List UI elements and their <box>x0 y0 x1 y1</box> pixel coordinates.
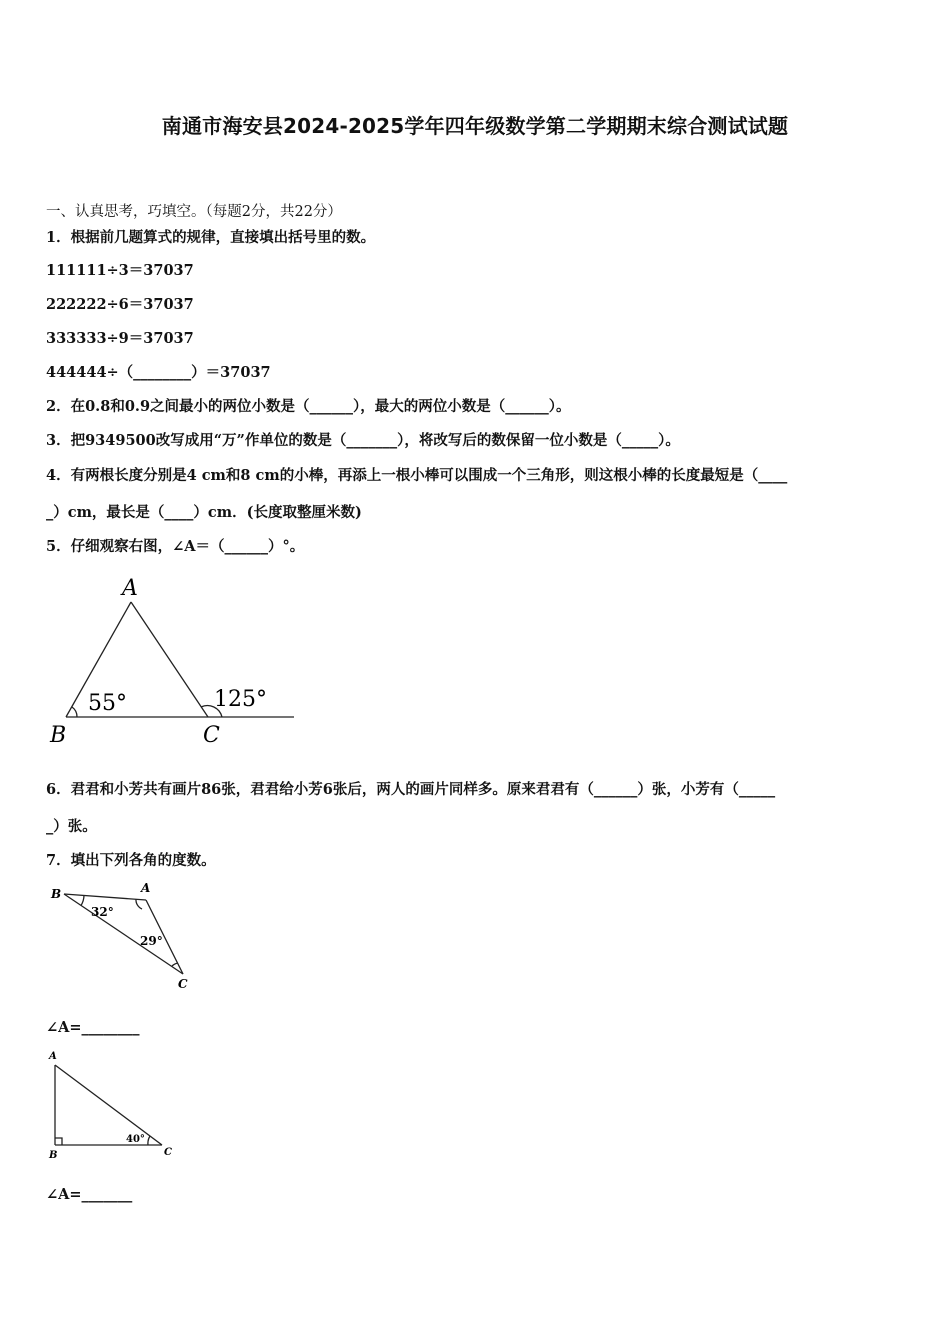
q7-1-angle-c-label: 29° <box>140 934 163 948</box>
q5-angle-b-label: 55° <box>88 691 127 716</box>
q7-answer-1: ∠A=________ <box>46 1019 140 1036</box>
q7-1-angle-c-arc <box>172 963 178 966</box>
q5-label-b: B <box>50 723 67 748</box>
question-6-line-1: 6．君君和小芳共有画片86张，君君给小芳6张后，两人的画片同样多。原来君君有（______）张，小芳有（_____ <box>46 781 776 798</box>
q5-angle-b-arc <box>72 707 77 717</box>
q7-triangle-2-figure <box>46 1047 186 1162</box>
q7-2-angle-c-arc <box>148 1136 150 1145</box>
question-5-stem: 5．仔细观察右图，∠A＝（______）°。 <box>46 538 305 555</box>
q5-side-ac <box>131 602 208 717</box>
q7-2-label-b: B <box>49 1150 58 1161</box>
q1-equation-2: 222222÷6＝37037 <box>46 296 194 313</box>
q5-label-c: C <box>203 723 220 748</box>
q5-triangle-figure <box>46 570 306 750</box>
q7-2-right-angle-mark <box>55 1138 62 1145</box>
q1-equation-1: 111111÷3＝37037 <box>46 262 194 279</box>
q7-answer-2: ∠A=_______ <box>46 1186 133 1203</box>
question-6-line-2: _）张。 <box>46 818 97 835</box>
q7-triangle-1-figure <box>46 878 206 993</box>
q1-equation-4: 444444÷（________）＝37037 <box>46 364 271 381</box>
question-7-stem: 7．填出下列各角的度数。 <box>46 852 216 869</box>
q7-2-label-c: C <box>164 1147 172 1158</box>
q7-1-angle-a-arc <box>136 899 142 909</box>
section-heading: 一、认真思考，巧填空。（每题2分，共22分） <box>46 204 342 220</box>
q7-2-label-a: A <box>49 1051 57 1062</box>
question-3: 3．把9349500改写成用“万”作单位的数是（_______），将改写后的数保留一位小数是（_____）。 <box>46 432 680 449</box>
q5-label-a: A <box>122 576 138 601</box>
question-4-line-2: _）cm，最长是（____）cm．(长度取整厘米数) <box>46 504 362 521</box>
q7-2-angle-c-label: 40° <box>126 1134 145 1145</box>
q7-1-side-bc <box>64 894 183 974</box>
q7-1-label-a: A <box>141 881 151 895</box>
q7-2-side-ac <box>55 1065 162 1145</box>
q7-1-angle-b-arc <box>81 896 84 906</box>
q7-1-angle-b-label: 32° <box>91 905 114 919</box>
question-2: 2．在0.8和0.9之间最小的两位小数是（______），最大的两位小数是（______）。 <box>46 398 571 415</box>
q7-1-side-ba <box>64 894 146 900</box>
q5-angle-ext-label: 125° <box>214 687 267 712</box>
question-1-stem: 1．根据前几题算式的规律，直接填出括号里的数。 <box>46 229 376 246</box>
q7-1-label-b: B <box>51 887 62 901</box>
page-title: 南通市海安县2024-2025学年四年级数学第二学期期末综合测试试题 <box>161 114 789 138</box>
q1-equation-3: 333333÷9＝37037 <box>46 330 194 347</box>
q7-1-label-c: C <box>178 977 188 991</box>
question-4-line-1: 4．有两根长度分别是4 cm和8 cm的小棒，再添上一根小棒可以围成一个三角形，则这根小棒的长度最短是（____ <box>46 467 788 484</box>
